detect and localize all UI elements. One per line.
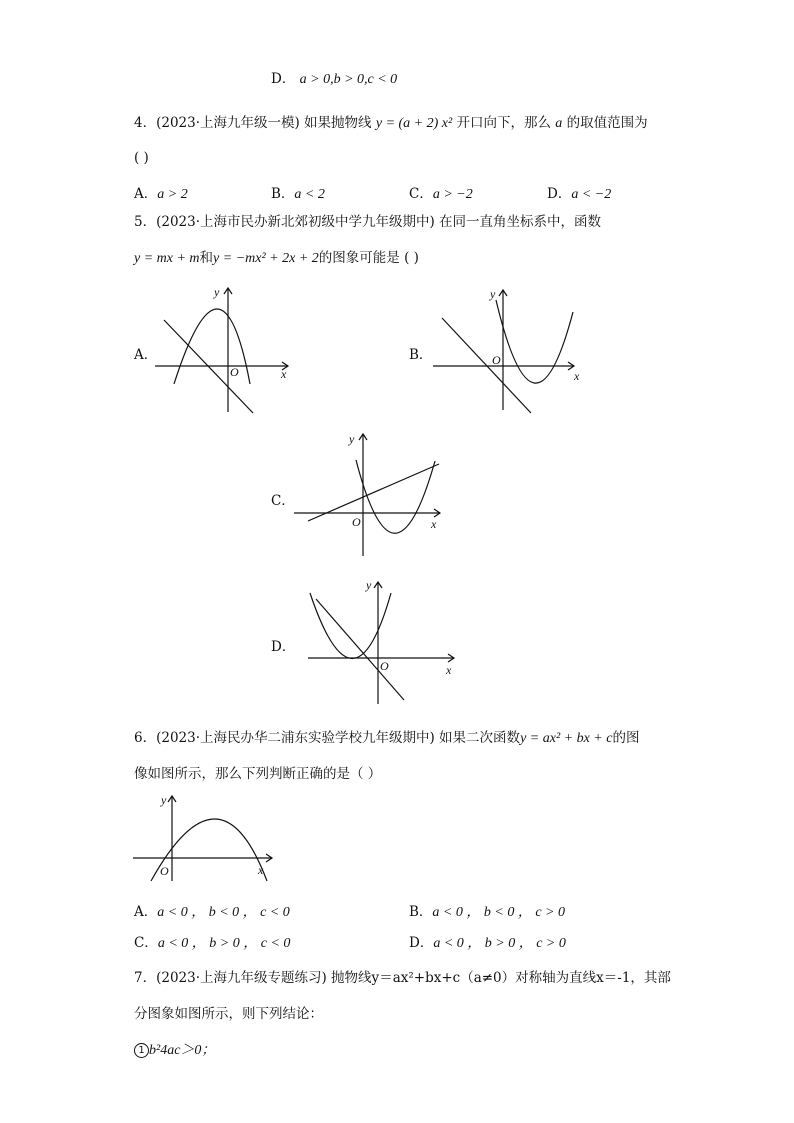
x-label: x [446, 663, 452, 677]
q5-graph-c [290, 428, 450, 563]
q7-stem-line2: 分图象如图所示，则下列结论： [134, 1006, 323, 1022]
q6-prefix: 6．(2023·上海民办华二浦东实验学校九年级期中) 如果二次函数 [134, 730, 521, 746]
q6-option-label: B． [409, 904, 433, 920]
q6-stem-line2: 像如图所示，那么下列判断正确的是（ ） [134, 766, 382, 782]
q6-option-a [134, 900, 290, 921]
q4-option-math: a > 2 [157, 187, 188, 202]
q4-middle: 开口向下，那么 [456, 115, 551, 131]
parabola [310, 593, 391, 659]
origin-label: O [352, 515, 361, 529]
q6-graph [130, 790, 280, 885]
q5-connector: 和 [199, 250, 214, 266]
q4-var: a [555, 116, 563, 131]
q4-option-math: a > −2 [432, 187, 473, 202]
q5-formula2: y = −mx² + 2x + 2 [213, 251, 319, 266]
q6-option-math: a < 0 ， b < 0 ， c > 0 [432, 905, 565, 920]
x-label: x [574, 369, 580, 383]
y-label: y [161, 793, 167, 807]
origin-label: O [492, 353, 501, 367]
q7-item-1-text: b²4ac＞0； [149, 1043, 216, 1058]
origin-label: O [380, 659, 389, 673]
q4-formula: y = (a + 2) x² [375, 116, 453, 131]
q3-option-d-label: D． [271, 71, 296, 87]
q5-suffix: 的图象可能是 ( ) [318, 250, 419, 266]
q5-graph-b [428, 280, 588, 420]
q6-formula: y = ax² + bx + c [520, 731, 613, 746]
x-label: x [281, 367, 287, 381]
q6-suffix: 的图 [612, 730, 640, 746]
q6-option-math: a < 0 ， b < 0 ， c < 0 [157, 905, 290, 920]
q3-option-d [271, 70, 397, 89]
q6-option-c [134, 931, 290, 952]
q5-formula1: y = mx + m [134, 251, 200, 266]
q5-stem-line2 [134, 249, 419, 268]
origin-label: O [160, 864, 169, 878]
q4-option-label: A． [134, 186, 158, 202]
q4-blank: ( ) [134, 150, 149, 166]
q5-graph-b-label: B． [409, 347, 433, 363]
q7-item-1 [134, 1041, 215, 1060]
q6-option-label: C． [134, 935, 158, 951]
q5-graph-d-label: D． [271, 639, 296, 655]
q6-option-math: a < 0 ， b > 0 ， c > 0 [433, 936, 566, 951]
y-label: y [214, 285, 220, 299]
q4-option-a [134, 182, 188, 203]
y-label: y [349, 432, 355, 446]
q3-option-d-math: a > 0,b > 0,c < 0 [299, 72, 398, 87]
q4-option-math: a < −2 [571, 187, 612, 202]
q6-option-d [409, 931, 566, 952]
q6-option-b [409, 900, 565, 921]
q4-option-c [409, 182, 473, 203]
q4-option-b [271, 182, 325, 203]
q6-option-math: a < 0 ， b > 0 ， c < 0 [157, 936, 291, 951]
q4-option-d [547, 182, 611, 203]
parabola [496, 300, 573, 383]
q4-prefix: 4．(2023·上海九年级一模) 如果抛物线 [134, 115, 372, 131]
y-label: y [366, 578, 372, 592]
x-label: x [431, 517, 437, 531]
q4-stem [134, 114, 648, 133]
q5-graph-c-label: C． [271, 493, 295, 509]
q5-graph-d [296, 574, 466, 709]
y-label: y [490, 287, 496, 301]
q5-stem-line1: 5．(2023·上海市民办新北郊初级中学九年级期中) 在同一直角坐标系中，函数 [134, 214, 602, 230]
q4-option-label: B． [271, 186, 295, 202]
q6-stem-line1 [134, 729, 639, 748]
q5-graph-a [150, 280, 300, 420]
q5-graph-a-label: A． [134, 347, 158, 363]
x-label: x [258, 863, 264, 877]
q4-option-label: C． [409, 186, 433, 202]
q4-option-label: D． [547, 186, 572, 202]
line-graph [316, 599, 404, 700]
q7-stem-line1: 7．(2023·上海九年级专题练习) 抛物线y＝ax²+bx+c（a≠0）对称轴为直线x＝-1，其部 [134, 970, 671, 986]
q6-option-label: D． [409, 935, 434, 951]
q4-option-math: a < 2 [294, 187, 325, 202]
q4-suffix: 的取值范围为 [566, 115, 648, 131]
q7-item-1-number: 1 [134, 1043, 149, 1058]
origin-label: O [230, 365, 239, 379]
q6-option-label: A． [134, 904, 158, 920]
